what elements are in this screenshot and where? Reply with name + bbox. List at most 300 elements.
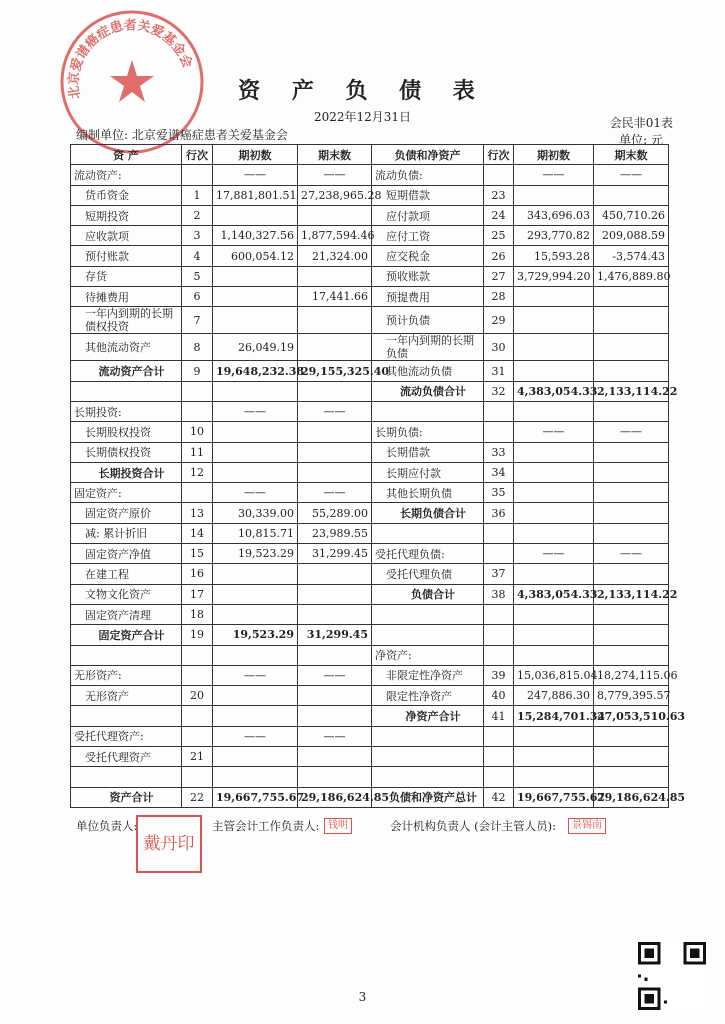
asset-item-label: 长期投资: [71, 401, 182, 421]
liability-item-label: 限定性净资产 [372, 686, 484, 706]
amount-cell: 26,049.19 [213, 334, 298, 361]
liability-item-label: 应交税金 [372, 246, 484, 266]
unit-head-label: 单位负责人: [76, 819, 138, 833]
amount-cell [514, 523, 594, 543]
amount-cell [594, 645, 669, 665]
table-row [71, 503, 669, 523]
table-row [71, 165, 669, 185]
table-row [71, 401, 669, 421]
line-number: 37 [484, 564, 514, 584]
line-number [182, 401, 213, 421]
amount-cell [298, 706, 372, 726]
amount-cell [298, 334, 372, 361]
amount-cell [298, 381, 372, 401]
amount-cell [298, 564, 372, 584]
line-number [484, 726, 514, 746]
line-number: 2 [182, 205, 213, 225]
line-number: 6 [182, 287, 213, 307]
amount-cell [594, 287, 669, 307]
liability-item-label: 受托代理负债: [372, 544, 484, 564]
amount-cell [298, 686, 372, 706]
amount-cell: 19,523.29 [213, 544, 298, 564]
amount-cell: 343,696.03 [514, 205, 594, 225]
amount-cell: 1,877,594.46 [298, 226, 372, 246]
amount-cell [514, 442, 594, 462]
table-row [71, 361, 669, 381]
line-number [484, 625, 514, 645]
asset-item-label: 固定资产原价 [71, 503, 182, 523]
preparing-unit: 编制单位: 北京爱谱癌症患者关爱基金会 [76, 128, 288, 142]
amount-cell [298, 205, 372, 225]
liability-item-label [372, 767, 484, 787]
amount-cell: —— [594, 544, 669, 564]
amount-cell: —— [514, 165, 594, 185]
amount-cell [298, 442, 372, 462]
amount-cell [594, 747, 669, 767]
line-number: 24 [484, 205, 514, 225]
asset-item-label: 长期投资合计 [71, 462, 182, 482]
asset-item-label: 流动资产合计 [71, 361, 182, 381]
table-row [71, 665, 669, 685]
asset-item-label: 存货 [71, 266, 182, 286]
amount-cell [213, 584, 298, 604]
amount-cell [594, 604, 669, 624]
amount-cell: 8,779,395.57 [594, 686, 669, 706]
amount-cell: —— [298, 401, 372, 421]
asset-item-label: 待摊费用 [71, 287, 182, 307]
column-header: 资 产 [71, 145, 182, 165]
column-header: 期末数 [298, 145, 372, 165]
asset-item-label: 固定资产: [71, 483, 182, 503]
table-row [71, 523, 669, 543]
amount-cell: 27,053,510.63 [594, 706, 669, 726]
liability-item-label: 净资产: [372, 645, 484, 665]
asset-item-label: 受托代理资产 [71, 747, 182, 767]
amount-cell: 2,133,114.22 [594, 381, 669, 401]
table-row [71, 185, 669, 205]
line-number: 18 [182, 604, 213, 624]
amount-cell [514, 401, 594, 421]
line-number [484, 645, 514, 665]
amount-cell: —— [213, 726, 298, 746]
amount-cell [594, 523, 669, 543]
line-number: 13 [182, 503, 213, 523]
liability-item-label [372, 625, 484, 645]
line-number: 35 [484, 483, 514, 503]
amount-cell: 600,054.12 [213, 246, 298, 266]
table-row [71, 564, 669, 584]
liability-item-label: 长期负债: [372, 422, 484, 442]
table-row [71, 625, 669, 645]
amount-cell: 17,441.66 [298, 287, 372, 307]
amount-cell [514, 287, 594, 307]
amount-cell [514, 503, 594, 523]
amount-cell [213, 564, 298, 584]
amount-cell: 31,299.45 [298, 544, 372, 564]
amount-cell: -3,574.43 [594, 246, 669, 266]
amount-cell: 2,133,114.22 [594, 584, 669, 604]
liability-item-label: 长期应付款 [372, 462, 484, 482]
line-number [182, 165, 213, 185]
column-header: 行次 [484, 145, 514, 165]
asset-item-label: 文物文化资产 [71, 584, 182, 604]
asset-item-label: 减: 累计折旧 [71, 523, 182, 543]
liability-item-label [372, 726, 484, 746]
amount-cell: —— [298, 165, 372, 185]
line-number: 39 [484, 665, 514, 685]
table-row [71, 747, 669, 767]
amount-cell [514, 307, 594, 334]
line-number: 40 [484, 686, 514, 706]
table-row [71, 706, 669, 726]
column-header: 期初数 [514, 145, 594, 165]
amount-cell [594, 185, 669, 205]
liability-item-label [372, 523, 484, 543]
line-number: 15 [182, 544, 213, 564]
line-number [182, 706, 213, 726]
line-number [182, 665, 213, 685]
line-number: 5 [182, 266, 213, 286]
table-row [71, 645, 669, 665]
line-number [484, 422, 514, 442]
line-number: 21 [182, 747, 213, 767]
accounting-head-label: 主管会计工作负责人: [212, 819, 320, 833]
table-row [71, 686, 669, 706]
line-number: 32 [484, 381, 514, 401]
accounting-head-stamp: 钱明 [324, 818, 352, 834]
line-number: 41 [484, 706, 514, 726]
amount-cell [594, 462, 669, 482]
liability-item-label: 其他流动负债 [372, 361, 484, 381]
line-number [484, 165, 514, 185]
amount-cell: 31,299.45 [298, 625, 372, 645]
line-number [484, 401, 514, 421]
amount-cell [594, 442, 669, 462]
amount-cell [514, 625, 594, 645]
amount-cell: —— [514, 544, 594, 564]
asset-item-label: 预付账款 [71, 246, 182, 266]
line-number: 3 [182, 226, 213, 246]
liability-item-label: 受托代理负债 [372, 564, 484, 584]
amount-cell: 29,186,624.85 [298, 787, 372, 807]
liability-item-label [372, 604, 484, 624]
amount-cell: —— [298, 726, 372, 746]
amount-cell [213, 767, 298, 787]
amount-cell: —— [594, 422, 669, 442]
table-row [71, 584, 669, 604]
amount-cell [213, 442, 298, 462]
balance-sheet-table [70, 144, 686, 808]
amount-cell [298, 767, 372, 787]
line-number: 38 [484, 584, 514, 604]
amount-cell: 4,383,054.33 [514, 584, 594, 604]
amount-cell [594, 361, 669, 381]
line-number [182, 381, 213, 401]
amount-cell [298, 307, 372, 334]
line-number: 14 [182, 523, 213, 543]
asset-item-label: 货币资金 [71, 185, 182, 205]
line-number [182, 483, 213, 503]
amount-cell [514, 726, 594, 746]
line-number: 4 [182, 246, 213, 266]
liability-item-label: 其他长期负债 [372, 483, 484, 503]
amount-cell: 1,476,889.80 [594, 266, 669, 286]
line-number: 30 [484, 334, 514, 361]
amount-cell [514, 462, 594, 482]
liability-item-label: 长期借款 [372, 442, 484, 462]
amount-cell: 19,667,755.67 [213, 787, 298, 807]
table-header-row [71, 145, 669, 165]
line-number: 33 [484, 442, 514, 462]
amount-cell [213, 706, 298, 726]
amount-cell: 23,989.55 [298, 523, 372, 543]
line-number: 10 [182, 422, 213, 442]
liability-item-label: 一年内到期的长期负债 [372, 334, 484, 361]
amount-cell: 19,667,755.67 [514, 787, 594, 807]
line-number: 16 [182, 564, 213, 584]
column-header: 期初数 [213, 145, 298, 165]
amount-cell [213, 462, 298, 482]
line-number: 25 [484, 226, 514, 246]
table-row [71, 422, 669, 442]
table-row [71, 767, 669, 787]
line-number [484, 523, 514, 543]
table-row [71, 381, 669, 401]
amount-cell: 21,324.00 [298, 246, 372, 266]
asset-item-label: 在建工程 [71, 564, 182, 584]
page-number: 3 [358, 990, 367, 1004]
amount-cell: —— [213, 165, 298, 185]
liability-item-label: 净资产合计 [372, 706, 484, 726]
line-number [182, 767, 213, 787]
liability-item-label: 预计负债 [372, 307, 484, 334]
line-number: 8 [182, 334, 213, 361]
amount-cell [514, 604, 594, 624]
asset-item-label: 固定资产合计 [71, 625, 182, 645]
liability-item-label: 预收账款 [372, 266, 484, 286]
line-number: 17 [182, 584, 213, 604]
line-number: 19 [182, 625, 213, 645]
table-row [71, 307, 669, 334]
table-row [71, 462, 669, 482]
line-number [182, 726, 213, 746]
line-number [484, 747, 514, 767]
amount-cell: 3,729,994.20 [514, 266, 594, 286]
line-number: 12 [182, 462, 213, 482]
column-header: 行次 [182, 145, 213, 165]
amount-cell [213, 266, 298, 286]
amount-cell: —— [298, 665, 372, 685]
line-number: 7 [182, 307, 213, 334]
org-head-label: 会计机构负责人 (会计主管人员): [390, 819, 557, 833]
line-number: 20 [182, 686, 213, 706]
line-number: 27 [484, 266, 514, 286]
line-number [182, 645, 213, 665]
amount-cell: 15,593.28 [514, 246, 594, 266]
liability-item-label: 预提费用 [372, 287, 484, 307]
amount-cell: 29,186,624.85 [594, 787, 669, 807]
amount-cell [213, 604, 298, 624]
amount-cell [213, 287, 298, 307]
amount-cell [298, 645, 372, 665]
table-row [71, 442, 669, 462]
asset-item-label [71, 381, 182, 401]
liability-item-label: 流动负债: [372, 165, 484, 185]
table-row [71, 226, 669, 246]
line-number: 29 [484, 307, 514, 334]
amount-cell [594, 564, 669, 584]
liability-item-label: 应付款项 [372, 205, 484, 225]
table-row [71, 544, 669, 564]
amount-cell [594, 767, 669, 787]
org-head-stamp: 景锡南 [568, 818, 606, 834]
amount-cell: —— [298, 483, 372, 503]
table-row [71, 604, 669, 624]
asset-item-label: 资产合计 [71, 787, 182, 807]
line-number: 1 [182, 185, 213, 205]
amount-cell: 17,881,801.51 [213, 185, 298, 205]
amount-cell [514, 645, 594, 665]
amount-cell [514, 361, 594, 381]
amount-cell [594, 334, 669, 361]
line-number [484, 544, 514, 564]
amount-cell [594, 503, 669, 523]
amount-cell: —— [213, 401, 298, 421]
amount-cell [298, 584, 372, 604]
asset-item-label: 短期投资 [71, 205, 182, 225]
asset-item-label: 固定资产清理 [71, 604, 182, 624]
line-number [484, 604, 514, 624]
amount-cell: 19,523.29 [213, 625, 298, 645]
liability-item-label: 长期负债合计 [372, 503, 484, 523]
table-row [71, 246, 669, 266]
amount-cell [514, 334, 594, 361]
currency-unit: 单位: 元 [619, 133, 663, 147]
amount-cell [213, 686, 298, 706]
amount-cell [298, 604, 372, 624]
amount-cell [514, 564, 594, 584]
amount-cell: 209,088.59 [594, 226, 669, 246]
amount-cell: 18,274,115.06 [594, 665, 669, 685]
page-title: 资 产 负 债 表 [238, 78, 487, 104]
amount-cell: 15,284,701.34 [514, 706, 594, 726]
amount-cell [594, 401, 669, 421]
amount-cell: —— [514, 422, 594, 442]
amount-cell: 29,155,325.40 [298, 361, 372, 381]
amount-cell [298, 462, 372, 482]
amount-cell [514, 767, 594, 787]
amount-cell [298, 266, 372, 286]
amount-cell: 4,383,054.33 [514, 381, 594, 401]
liability-item-label: 应付工资 [372, 226, 484, 246]
amount-cell [213, 381, 298, 401]
amount-cell: 30,339.00 [213, 503, 298, 523]
amount-cell [594, 625, 669, 645]
table-row [71, 787, 669, 807]
amount-cell: 450,710.26 [594, 205, 669, 225]
form-number: 会民非01表 [609, 116, 673, 130]
amount-cell [213, 205, 298, 225]
asset-item-label: 应收款项 [71, 226, 182, 246]
amount-cell: 293,770.82 [514, 226, 594, 246]
line-number: 9 [182, 361, 213, 381]
amount-cell: 247,886.30 [514, 686, 594, 706]
line-number: 11 [182, 442, 213, 462]
asset-item-label: 长期股权投资 [71, 422, 182, 442]
amount-cell: —— [213, 665, 298, 685]
personal-seal-text: 戴丹印 [143, 834, 195, 854]
amount-cell [594, 307, 669, 334]
amount-cell [514, 185, 594, 205]
line-number: 23 [484, 185, 514, 205]
asset-item-label: 流动资产: [71, 165, 182, 185]
amount-cell [213, 747, 298, 767]
liability-item-label: 负债合计 [372, 584, 484, 604]
amount-cell [298, 422, 372, 442]
asset-item-label: 其他流动资产 [71, 334, 182, 361]
asset-item-label [71, 767, 182, 787]
amount-cell: 19,648,232.38 [213, 361, 298, 381]
liability-item-label: 流动负债合计 [372, 381, 484, 401]
amount-cell: 10,815.71 [213, 523, 298, 543]
amount-cell [594, 726, 669, 746]
amount-cell: —— [594, 165, 669, 185]
line-number: 42 [484, 787, 514, 807]
line-number: 31 [484, 361, 514, 381]
liability-item-label: 非限定性净资产 [372, 665, 484, 685]
table-row [71, 726, 669, 746]
amount-cell [213, 422, 298, 442]
amount-cell: —— [213, 483, 298, 503]
table-row [71, 483, 669, 503]
table-row [71, 334, 669, 361]
amount-cell [213, 307, 298, 334]
column-header: 负债和净资产 [372, 145, 484, 165]
asset-item-label [71, 645, 182, 665]
asset-item-label: 长期债权投资 [71, 442, 182, 462]
amount-cell [514, 483, 594, 503]
liability-item-label [372, 747, 484, 767]
asset-item-label: 无形资产: [71, 665, 182, 685]
amount-cell: 15,036,815.04 [514, 665, 594, 685]
line-number: 36 [484, 503, 514, 523]
line-number: 26 [484, 246, 514, 266]
liability-item-label [372, 401, 484, 421]
line-number [484, 767, 514, 787]
line-number: 34 [484, 462, 514, 482]
amount-cell [298, 747, 372, 767]
line-number: 28 [484, 287, 514, 307]
amount-cell [514, 747, 594, 767]
table-row [71, 287, 669, 307]
asset-item-label: 一年内到期的长期债权投资 [71, 307, 182, 334]
seal-text: 北京爱谱癌症患者关爱基金会 [66, 18, 195, 100]
report-date: 2022年12月31日 [313, 110, 412, 124]
amount-cell: 27,238,965.28 [298, 185, 372, 205]
asset-item-label: 无形资产 [71, 686, 182, 706]
asset-item-label [71, 706, 182, 726]
liability-item-label: 负债和净资产总计 [372, 787, 484, 807]
personal-seal-icon [135, 814, 203, 874]
amount-cell: 55,289.00 [298, 503, 372, 523]
table-row [71, 266, 669, 286]
amount-cell [594, 483, 669, 503]
line-number: 22 [182, 787, 213, 807]
column-header: 期末数 [594, 145, 669, 165]
asset-item-label: 受托代理资产: [71, 726, 182, 746]
amount-cell: 1,140,327.56 [213, 226, 298, 246]
asset-item-label: 固定资产净值 [71, 544, 182, 564]
